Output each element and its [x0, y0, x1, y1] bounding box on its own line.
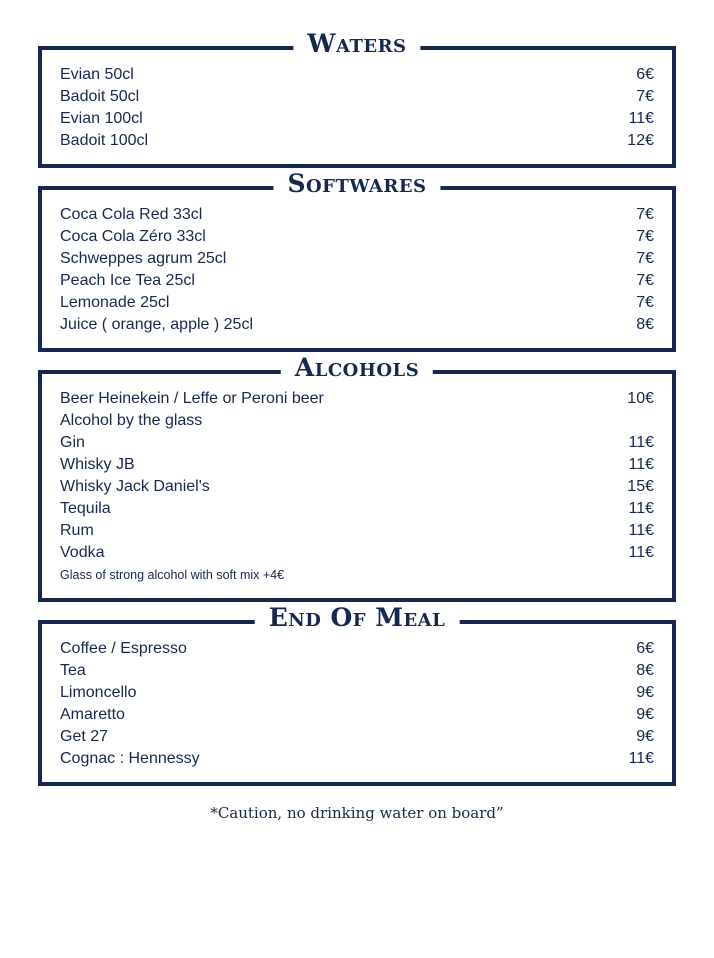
section-title: End Of Meal — [255, 603, 460, 633]
menu-sections — [38, 29, 676, 786]
menu-item-row — [60, 292, 654, 314]
menu-item-name: Evian 100cl — [60, 110, 143, 127]
menu-item-name: Limoncello — [60, 684, 137, 701]
menu-item-price: 9€ — [636, 706, 654, 723]
menu-item-price: 11€ — [628, 110, 654, 127]
menu-item-price: 10€ — [627, 390, 654, 407]
section-title: Waters — [293, 29, 420, 59]
section-title: Softwares — [273, 169, 440, 199]
menu-item-name: Glass of strong alcohol with soft mix +4€ — [60, 568, 285, 582]
menu-item-price: 11€ — [628, 522, 654, 539]
section-title: Alcohols — [281, 353, 433, 383]
menu-item-price: 7€ — [636, 272, 654, 289]
menu-item-row — [60, 748, 654, 770]
menu-item-name: Whisky JB — [60, 456, 135, 473]
menu-item-row — [60, 454, 654, 476]
menu-section — [38, 353, 676, 602]
menu-item-price: 8€ — [636, 316, 654, 333]
menu-item-row — [60, 660, 654, 682]
menu-item-name: Alcohol by the glass — [60, 412, 203, 429]
menu-item-price: 11€ — [628, 750, 654, 767]
menu-item-price: 15€ — [627, 478, 654, 495]
menu-item-name: Coca Cola Zéro 33cl — [60, 228, 206, 245]
menu-item-row — [60, 64, 654, 86]
menu-item-row — [60, 638, 654, 660]
menu-item-name: Badoit 100cl — [60, 132, 149, 149]
menu-item-row — [60, 270, 654, 292]
menu-item-name: Cognac : Hennessy — [60, 750, 200, 767]
menu-item-name: Tea — [60, 662, 86, 679]
menu-item-price: 7€ — [636, 206, 654, 223]
menu-item-price: 6€ — [636, 66, 654, 83]
menu-item-row — [60, 682, 654, 704]
menu-item-row — [60, 476, 654, 498]
menu-item-row — [60, 204, 654, 226]
menu-item-row — [60, 498, 654, 520]
menu-item-name: Coca Cola Red 33cl — [60, 206, 203, 223]
menu-section — [38, 29, 676, 168]
menu-item-name: Badoit 50cl — [60, 88, 140, 105]
menu-item-row — [60, 520, 654, 542]
menu-item-name: Gin — [60, 434, 85, 451]
menu-section — [38, 169, 676, 352]
menu-item-name: Schweppes agrum 25cl — [60, 250, 227, 267]
menu-item-price: 9€ — [636, 684, 654, 701]
menu-item-row — [60, 704, 654, 726]
menu-item-row — [60, 314, 654, 336]
menu-item-row — [60, 564, 654, 586]
menu-item-price: 12€ — [627, 132, 654, 149]
menu-item-name: Beer Heinekein / Leffe or Peroni beer — [60, 390, 324, 407]
menu-item-name: Get 27 — [60, 728, 109, 745]
menu-item-price: 11€ — [628, 544, 654, 561]
menu-item-name: Lemonade 25cl — [60, 294, 170, 311]
menu-item-row — [60, 388, 654, 410]
menu-item-price: 7€ — [636, 228, 654, 245]
menu-item-name: Vodka — [60, 544, 105, 561]
menu-item-row — [60, 726, 654, 748]
menu-item-price: 7€ — [636, 250, 654, 267]
menu-item-price: 9€ — [636, 728, 654, 745]
menu-item-row — [60, 410, 654, 432]
menu-item-price: 6€ — [636, 640, 654, 657]
menu-item-row — [60, 542, 654, 564]
menu-item-row — [60, 86, 654, 108]
menu-item-name: Amaretto — [60, 706, 125, 723]
menu-footer-note: *Caution, no drinking water on board” — [210, 804, 504, 822]
menu-item-price: 7€ — [636, 88, 654, 105]
menu-item-name: Rum — [60, 522, 94, 539]
menu-item-row — [60, 130, 654, 152]
menu-item-name: Tequila — [60, 500, 111, 517]
menu-item-row — [60, 226, 654, 248]
menu-item-price: 11€ — [628, 434, 654, 451]
menu-item-price: 7€ — [636, 294, 654, 311]
menu-item-row — [60, 108, 654, 130]
menu-item-name: Juice ( orange, apple ) 25cl — [60, 316, 253, 333]
menu-item-price: 11€ — [628, 500, 654, 517]
menu-item-name: Whisky Jack Daniel's — [60, 478, 210, 495]
menu-item-name: Coffee / Espresso — [60, 640, 187, 657]
menu-item-price: 8€ — [636, 662, 654, 679]
menu-item-name: Evian 50cl — [60, 66, 134, 83]
menu-item-name: Peach Ice Tea 25cl — [60, 272, 195, 289]
menu-item-row — [60, 248, 654, 270]
menu-section — [38, 603, 676, 786]
menu-item-price: 11€ — [628, 456, 654, 473]
menu-item-row — [60, 432, 654, 454]
